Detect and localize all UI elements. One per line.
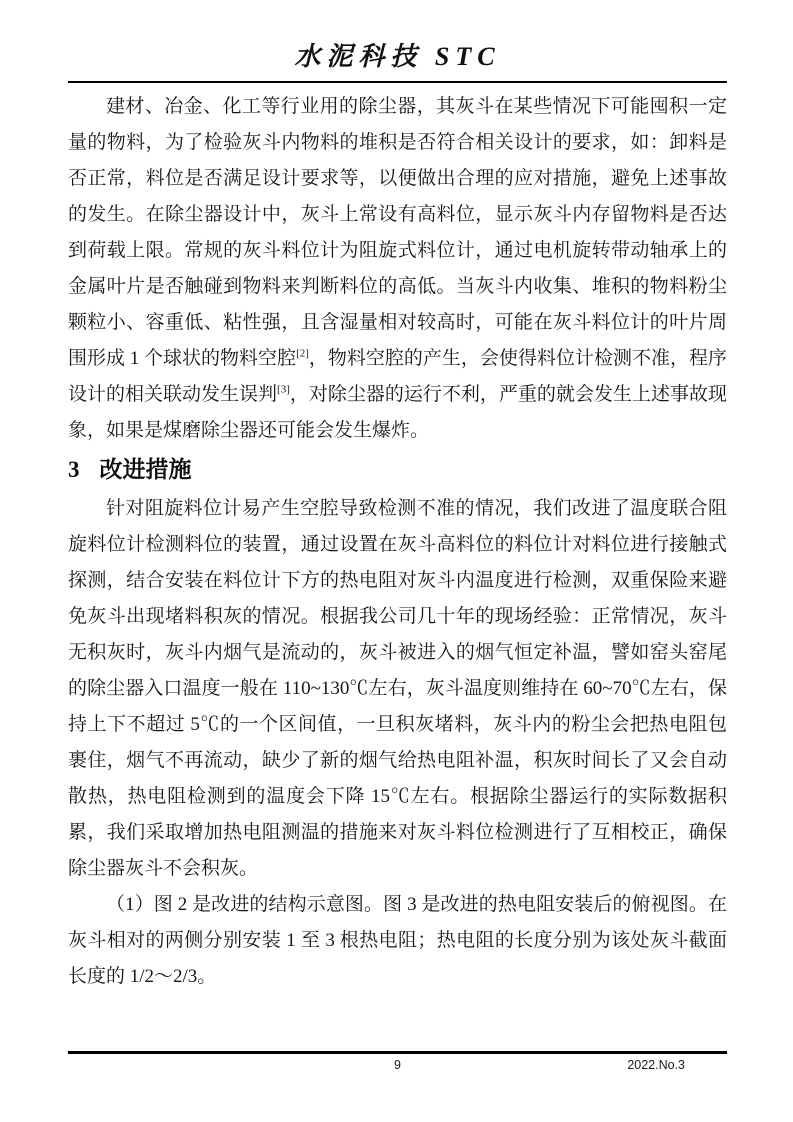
section-number: 3 — [68, 457, 80, 482]
paragraph-1-text-continued: ，物料空腔的产生，会使得料位计检测不准，程序设计的相关联动发生误判 — [68, 348, 727, 405]
paragraph-1-text-end: ，对除尘器的运行不利，严重的就会发生上述事故现象，如果是煤磨除尘器还可能会发生爆炸。 — [68, 384, 727, 441]
citation-ref-3: [3] — [277, 383, 290, 396]
body-paragraph-1 — [68, 89, 727, 449]
issue-number: 2022.No.3 — [627, 1058, 685, 1072]
body-paragraph-3: （1）图 2 是改进的结构示意图。图 3 是改进的热电阻安装后的俯视图。在灰斗相对的两侧分别安装 1 至 3 根热电阻；热电阻的长度分别为该处灰斗截面长度的 1/2～2/3。 — [68, 894, 727, 987]
article-body — [68, 89, 727, 995]
page-footer — [68, 1051, 727, 1080]
paragraph-1-text: 建材、冶金、化工等行业用的除尘器，其灰斗在某些情况下可能囤积一定量的物料，为了检验灰斗内物料的堆积是否符合相关设计的要求，如：卸料是否正常，料位是否满足设计要求等，以便做出合理的应对措施，避免上述事故的发生。在除尘器设计中，灰斗上常设有高料位，显示灰斗内存留物料是否达到荷载上限。常规的灰斗料位计为阻旋式料位计，通过电机旋转带动轴承上的金属叶片是否触碰到物料来判断料位的高低。当灰斗内收集、堆积的物料粉尘颗粒小、容重低、粘性强，且含湿量相对较高时，可能在灰斗料位计的叶片周围形成 1 个球状的物料空腔 — [68, 96, 727, 369]
page-number: 9 — [394, 1058, 401, 1072]
body-paragraph-2: 针对阻旋料位计易产生空腔导致检测不准的情况，我们改进了温度联合阻旋料位计检测料位的装置，通过设置在灰斗高料位的料位计对料位进行接触式探测，结合安装在料位计下方的热电阻对灰斗内温度进行检测，双重保险来避免灰斗出现堵料积灰的情况。根据我公司几十年的现场经验：正常情况，灰斗无积灰时，灰斗内烟气是流动的，灰斗被进入的烟气恒定补温，譬如窑头窑尾的除尘器入口温度一般在 110~130℃左右，灰斗温度则维持在 60~70℃左右，保持上下不超过 5℃的一个区间值，一旦积灰堵料，灰斗内的粉尘会把热电阻包裹住，烟气不再流动，缺少了新的烟气给热电阻补温，积灰时间长了又会自动散热，热电阻检测到的温度会下降 15℃左右。根据除尘器运行的实际数据积累，我们采取增加热电阻测温的措施来对灰斗料位检测进行了互相校正，确保除尘器灰斗不会积灰。 — [68, 498, 727, 879]
citation-ref-2: [2] — [296, 347, 309, 360]
section-heading — [68, 451, 727, 489]
section-title: 改进措施 — [99, 457, 192, 482]
page-header — [68, 0, 727, 83]
journal-title: 水泥科技 STC — [294, 42, 501, 71]
